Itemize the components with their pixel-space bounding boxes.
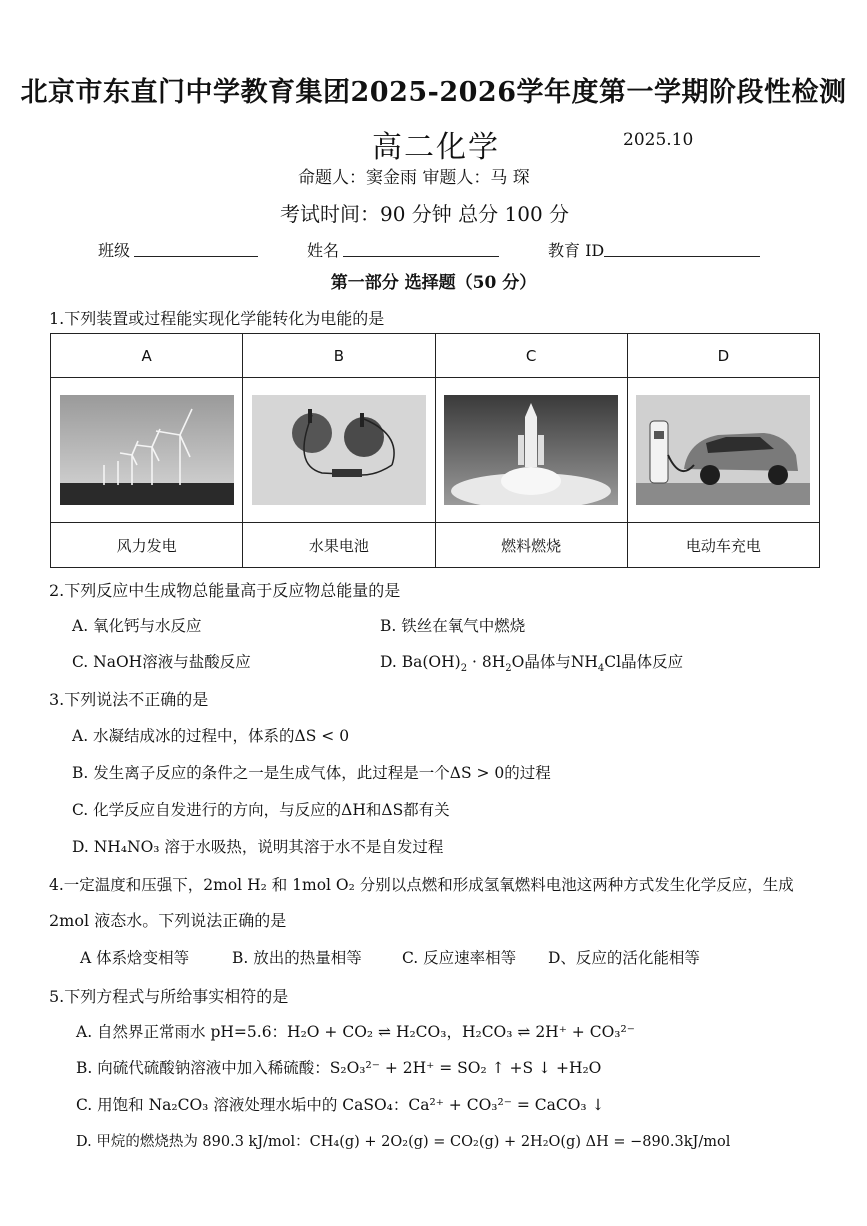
id-field-line[interactable] bbox=[604, 256, 760, 257]
id-field-label: 教育 ID bbox=[548, 241, 605, 260]
exam-title: 北京市东直门中学教育集团2025-2026学年度第一学期阶段性检测 bbox=[20, 77, 847, 108]
subject-title: 高二化学 bbox=[372, 130, 500, 165]
name-field-line[interactable] bbox=[343, 256, 499, 257]
q2-option-c[interactable]: C. NaOH溶液与盐酸反应 bbox=[72, 653, 251, 671]
class-field-label: 班级 bbox=[98, 241, 131, 260]
q4-stem-line2: 2mol 液态水。下列说法正确的是 bbox=[49, 911, 287, 930]
q4-option-a[interactable]: A 体系焓变相等 bbox=[80, 949, 190, 967]
q5-option-d[interactable]: D. 甲烷的燃烧热为 890.3 kJ/mol：CH₄(g) + 2O₂(g) = CO₂(g) + 2H₂O(g) ΔH = −890.3kJ/mol bbox=[76, 1134, 731, 1150]
q3-option-a[interactable]: A. 水凝结成冰的过程中，体系的ΔS < 0 bbox=[72, 727, 350, 745]
q3-option-d[interactable]: D. NH₄NO₃ 溶于水吸热，说明其溶于水不是自发过程 bbox=[72, 838, 444, 856]
q3-option-b[interactable]: B. 发生离子反应的条件之一是生成气体，此过程是一个ΔS > 0的过程 bbox=[72, 764, 551, 782]
q1-stem: 1.下列装置或过程能实现化学能转化为电能的是 bbox=[49, 309, 385, 328]
rocket-launch-photo bbox=[444, 395, 618, 505]
q1-col-d: D bbox=[627, 334, 819, 378]
q2-option-b[interactable]: B. 铁丝在氧气中燃烧 bbox=[380, 617, 526, 635]
authors-line: 命题人：窦金雨 审题人：马 琛 bbox=[298, 168, 530, 188]
fruit-battery-photo bbox=[252, 395, 426, 505]
q5-option-c[interactable]: C. 用饱和 Na₂CO₃ 溶液处理水垢中的 CaSO₄：Ca²⁺ + CO₃²⁻ = CaCO₃ ↓ bbox=[76, 1096, 605, 1114]
q1-caption-c: 燃料燃烧 bbox=[435, 523, 627, 568]
ev-charging-photo bbox=[636, 395, 810, 505]
q4-stem-line1: 4.一定温度和压强下，2mol H₂ 和 1mol O₂ 分别以点燃和形成氢氧燃料电池这两种方式发生化学反应，生成 bbox=[49, 876, 794, 894]
q4-option-d[interactable]: D、反应的活化能相等 bbox=[548, 949, 700, 967]
q1-option-table bbox=[50, 333, 820, 568]
q3-option-c[interactable]: C. 化学反应自发进行的方向，与反应的ΔH和ΔS都有关 bbox=[72, 801, 450, 819]
q3-stem: 3.下列说法不正确的是 bbox=[49, 690, 209, 709]
q5-option-a[interactable]: A. 自然界正常雨水 pH=5.6：H₂O + CO₂ ⇌ H₂CO₃，H₂CO₃ ⇌ 2H⁺ + CO₃²⁻ bbox=[76, 1023, 635, 1041]
q2-stem: 2.下列反应中生成物总能量高于反应物总能量的是 bbox=[49, 581, 401, 600]
q1-col-a: A bbox=[51, 334, 243, 378]
section-title: 第一部分 选择题（50 分） bbox=[330, 273, 537, 293]
q4-option-b[interactable]: B. 放出的热量相等 bbox=[232, 949, 362, 967]
q2-option-a[interactable]: A. 氧化钙与水反应 bbox=[72, 617, 202, 635]
class-field-line[interactable] bbox=[134, 256, 258, 257]
q2-option-d[interactable]: D. $Ba(OH)_2 \cdot 8H_2O$晶体与$NH_4Cl$晶体反应 bbox=[380, 653, 684, 675]
q4-option-c[interactable]: C. 反应速率相等 bbox=[402, 949, 517, 967]
q5-stem: 5.下列方程式与所给事实相符的是 bbox=[49, 987, 289, 1006]
exam-date: 2025.10 bbox=[623, 130, 694, 150]
name-field-label: 姓名 bbox=[307, 241, 340, 260]
q1-col-b: B bbox=[243, 334, 435, 378]
q1-caption-a: 风力发电 bbox=[51, 523, 243, 568]
q5-option-b[interactable]: B. 向硫代硫酸钠溶液中加入稀硫酸：S₂O₃²⁻ + 2H⁺ = SO₂ ↑ +S ↓ +H₂O bbox=[76, 1059, 602, 1077]
wind-turbine-photo bbox=[60, 395, 234, 505]
q1-col-c: C bbox=[435, 334, 627, 378]
exam-time-line: 考试时间：90 分钟 总分 100 分 bbox=[280, 202, 570, 226]
q1-caption-b: 水果电池 bbox=[243, 523, 435, 568]
q1-caption-d: 电动车充电 bbox=[627, 523, 819, 568]
